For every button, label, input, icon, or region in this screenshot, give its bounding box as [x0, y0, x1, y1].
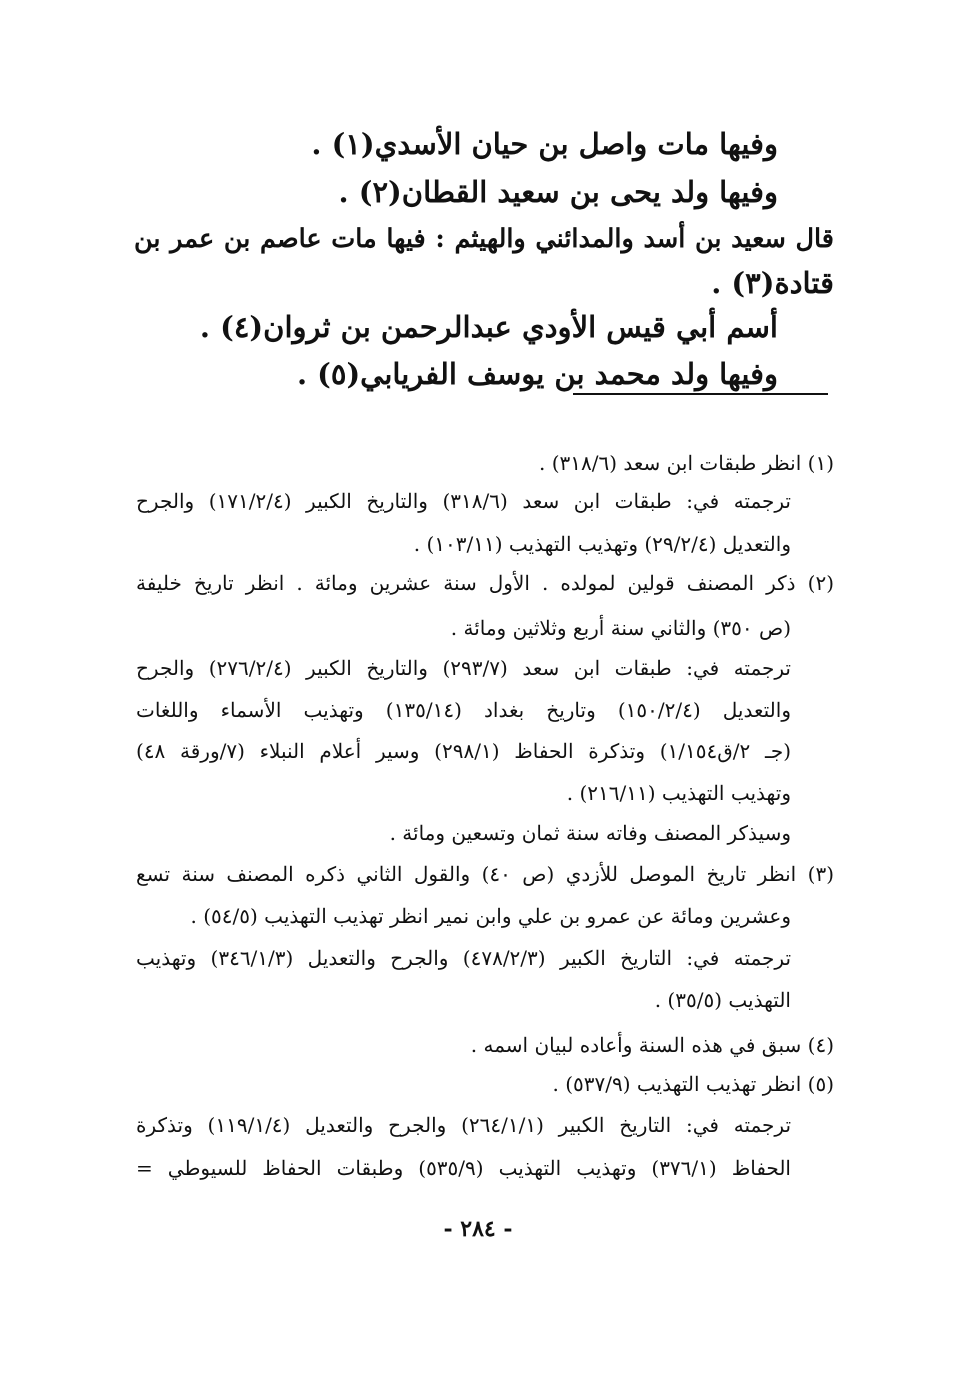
- footnote-line: ترجمته في: طبقات ابن سعد (٣١٨/٦) والتاريخ الكبير (١٧١/٢/٤) والجرح: [136, 489, 791, 513]
- page-number: - ٢٨٤ -: [443, 1216, 513, 1242]
- main-text-line: وفيها مات واصل بن حيان الأسدي(١) .: [311, 127, 778, 161]
- footnote-line: وسيذكر المصنف وفاته سنة ثمان وتسعين ومائة .: [389, 821, 791, 845]
- footnote-separator: [573, 393, 828, 395]
- footnote-line: ترجمته في: طبقات ابن سعد (٢٩٣/٧) والتاريخ الكبير (٢٧٦/٢/٤) والجرح: [136, 656, 791, 680]
- footnote-line: وتهذيب التهذيب (٢١٦/١١) .: [566, 781, 791, 805]
- footnote-line: والتعديل (١٥٠/٢/٤) وتاريخ بغداد (١٣٥/١٤) وتهذيب الأسماء واللغات: [136, 698, 791, 722]
- footnote-line: (٤) سبق في هذه السنة وأعاده لبيان اسمه .: [470, 1033, 834, 1057]
- footnote-line: وعشرين ومائة عن عمرو بن علي وابن نمير انظر تهذيب التهذيب (٥٤/٥) .: [190, 904, 791, 928]
- footnote-line: (١) انظر طبقات ابن سعد (٣١٨/٦) .: [538, 451, 834, 475]
- footnote-line: (٢) ذكر المصنف قولين لمولده . الأول سنة عشرين ومائة . انظر تاريخ خليفة: [136, 571, 834, 595]
- footnote-line: التهذيب (٣٥/٥) .: [654, 988, 791, 1012]
- main-text-line: قتادة(٣) .: [711, 266, 834, 300]
- main-text-line: وفيها ولد محمد بن يوسف الفريابي(٥) .: [296, 357, 778, 391]
- footnote-line: (جـ ٢/ق١/١٥٤) وتذكرة الحفاظ (٢٩٨/١) وسير أعلام النبلاء (٧/ورقة ٤٨): [136, 739, 792, 763]
- main-text-line: قال سعيد بن أسد والمدائني والهيثم : فيها مات عاصم بن عمر بن: [134, 224, 834, 254]
- footnote-line: (ص ٣٥٠) والثاني سنة أربع وثلاثين ومائة .: [450, 616, 791, 640]
- footnote-line: الحفاظ (٣٧٦/١) وتهذيب التهذيب (٥٣٥/٩) وطبقات الحفاظ للسيوطي =: [136, 1156, 791, 1180]
- footnote-line: والتعديل (٢٩/٢/٤) وتهذيب التهذيب (١٠٣/١١) .: [413, 532, 791, 556]
- footnote-line: (٣) انظر تاريخ الموصل للأزدي (ص ٤٠) والقول الثاني ذكره المصنف سنة تسع: [136, 862, 834, 886]
- footnote-line: (٥) انظر تهذيب التهذيب (٥٣٧/٩) .: [552, 1072, 834, 1096]
- main-text-line: وفيها ولد يحى بن سعيد القطان(٢) .: [338, 175, 778, 209]
- main-text-line: أسم أبي قيس الأودي عبدالرحمن بن ثروان(٤) .: [199, 310, 778, 344]
- footnote-line: ترجمته في: التاريخ الكبير (٤٧٨/٢/٣) والجرح والتعديل (٣٤٦/١/٣) وتهذيب: [136, 946, 792, 970]
- footnote-line: ترجمته في: التاريخ الكبير (٢٦٤/١/١) والجرح والتعديل (١١٩/١/٤) وتذكرة: [136, 1113, 792, 1137]
